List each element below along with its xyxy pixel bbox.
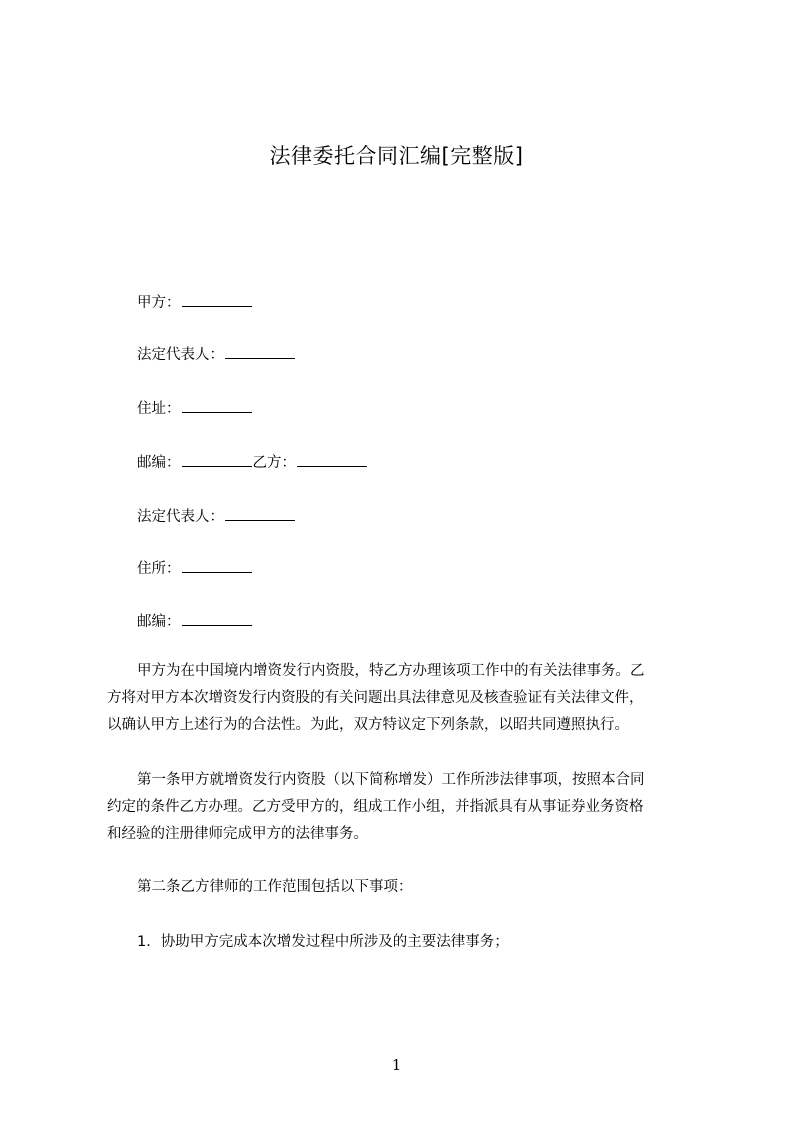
list-item: 1．协助甲方完成本次增发过程中所涉及的主要法律事务； [137,934,509,950]
page-number: 1 [391,1056,402,1074]
paragraph-line: 甲方为在中国境内增资发行内资股，特乙方办理该项工作中的有关法律事务。乙 [137,663,645,679]
postcode-a-blank [182,452,252,467]
postcode-b-field [137,611,253,632]
address-a-label: 住址： [137,401,181,417]
document-title: 法律委托合同汇编[完整版] [269,144,524,168]
party-b-blank [297,452,367,467]
party-a-field [137,292,253,313]
address-a-blank [182,398,252,413]
address-b-blank [182,558,252,573]
postcode-b-blank [182,611,252,626]
intro-paragraph [107,658,697,739]
postcode-a-party-b-field [137,452,368,473]
paragraph-line: 约定的条件乙方办理。乙方受甲方的，组成工作小组，并指派具有从事证券业务资格 [107,799,644,815]
paragraph-line: 以确认甲方上述行为的合法性。为此，双方特议定下列条款，以昭共同遵照执行。 [107,717,629,733]
paragraph-line: 和经验的注册律师完成甲方的法律事务。 [107,826,368,842]
address-a-field [137,398,253,419]
legal-rep-b-blank [225,506,295,521]
party-b-label: 乙方： [252,455,296,471]
legal-rep-b-label: 法定代表人： [137,509,224,525]
legal-rep-a-label: 法定代表人： [137,347,224,363]
paragraph-line: 第一条甲方就增资发行内资股（以下简称增发）工作所涉法律事项，按照本合同 [137,772,645,788]
postcode-b-label: 邮编： [137,614,181,630]
address-b-field [137,558,253,579]
address-b-label: 住所： [137,561,181,577]
article-2-heading: 第二条乙方律师的工作范围包括以下事项： [137,879,413,895]
article-1-paragraph [107,767,697,848]
legal-rep-a-field [137,344,296,365]
postcode-a-label: 邮编： [137,455,181,471]
party-a-label: 甲方： [137,295,181,311]
party-a-blank [182,292,252,307]
legal-rep-a-blank [225,344,295,359]
paragraph-line: 方将对甲方本次增资发行内资股的有关问题出具法律意见及核查验证有关法律文件， [107,690,644,706]
legal-rep-b-field [137,506,296,527]
